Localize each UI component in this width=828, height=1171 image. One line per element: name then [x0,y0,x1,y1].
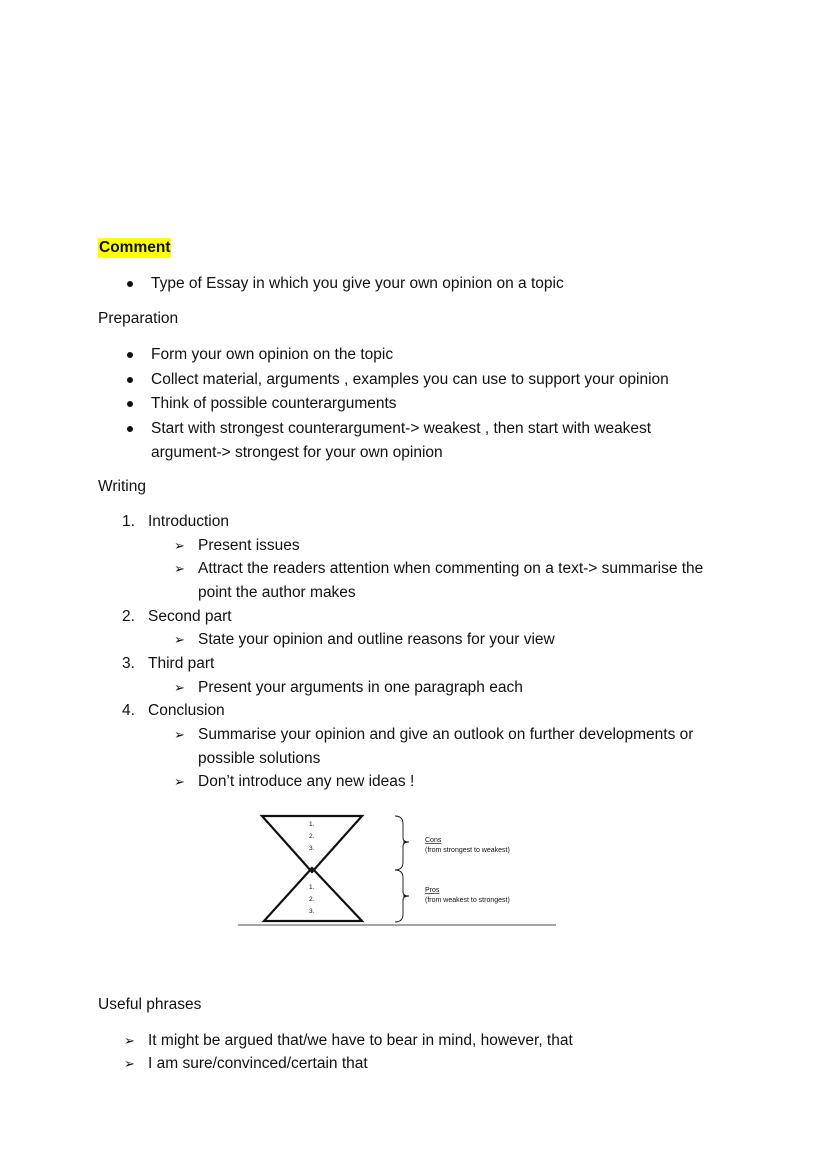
diagram-bottom-number: 1. [309,884,315,891]
arrowhead-bullet-icon: ➢ [174,632,185,647]
diagram-top-number: 1. [309,821,315,828]
arrowhead-bullet-icon: ➢ [174,774,185,789]
pros-label: Pros [425,887,440,894]
hourglass-diagram [236,812,558,930]
sub-item-continuation: point the author makes [198,584,356,601]
diagram-bottom-number: 2. [309,896,315,903]
arrowhead-bullet-icon: ➢ [124,1056,135,1071]
arrowhead-bullet-icon: ➢ [174,538,185,553]
arrowhead-bullet-icon: ➢ [174,680,185,695]
document-page: Comment Type of Essay in which you give your own opinion on a topic Preparation Form your own opinion on the topic Collect material, arguments , examples you can use to support your opinion Think of possible counterarguments Start with strongest counterargument-> weakest , then start with weakest argument-> strongest for your own opinion Writing 1. Introduction ➢ Present issues ➢ Attract the readers attention when commenting on a text-> summarise the point the author makes 2. Second part ➢ State your opinion and outline reasons for your view 3. Third part ➢ Present your arguments in one paragraph each 4. Conclusion ➢ Summarise your opinion and give an outlook on further developments or possible solutions ➢ Don’t introduce any new ideas ! 1. 2. 3. 1. 2. 3. Cons (from strongest to weakest) Pros (from weakest to strongest) Useful phrases ➢ It might be argued that/we have to bear in mind, however, that ➢ I am sure/convinced/certain that [0,0,828,1171]
diagram-top-number: 2. [309,833,315,840]
section-title-writing: Writing [98,478,146,495]
arrowhead-bullet-icon: ➢ [174,561,185,576]
arrowhead-bullet-icon: ➢ [124,1033,135,1048]
numbered-step: 4. Conclusion [122,702,225,719]
diagram-top-number: 3. [309,845,315,852]
diagram-bottom-number: 3. [309,908,315,915]
section-heading-comment: Comment [99,239,171,256]
cons-label: Cons [425,837,442,844]
section-title-useful-phrases: Useful phrases [98,996,202,1013]
numbered-step: 2. Second part [122,608,232,625]
numbered-step: 1. Introduction [122,513,229,530]
arrowhead-bullet-icon: ➢ [174,727,185,742]
list-item-continuation: argument-> strongest for your own opinion [151,444,443,461]
cons-brace [395,816,409,870]
section-title-preparation: Preparation [98,310,179,327]
pros-note: (from weakest to strongest) [425,897,510,904]
cons-note: (from strongest to weakest) [425,847,510,854]
numbered-step: 3. Third part [122,655,215,672]
sub-item-continuation: possible solutions [198,750,321,767]
